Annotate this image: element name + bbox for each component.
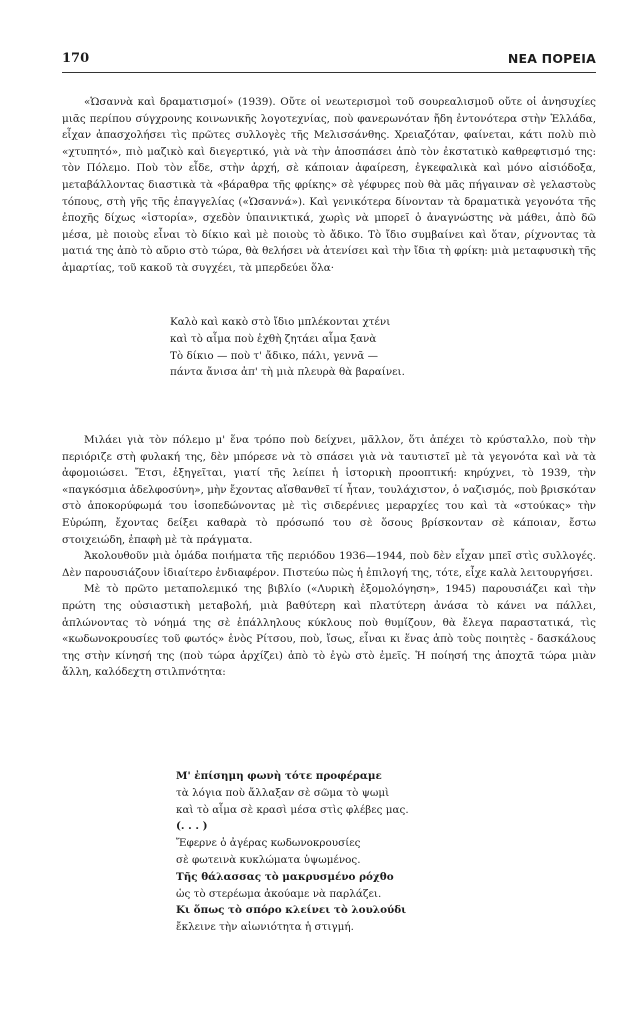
header-rule [62,72,596,73]
verse-line: Καλὸ καὶ κακὸ στὸ ἴδιο μπλέκονται χτένι [170,316,391,328]
paragraph: Μὲ τὸ πρῶτο μεταπολεμικό της βιβλίο («Λυρικὴ ἐξομολόγηση», 1945) παρουσιάζει καὶ τὴν πρώτη της οὐσιαστικὴ μεταβολή, μιὰ βαθύτερη καὶ πλατύτερη ἀνάσα τὸ κάνει να πάλλει, ἁπλώνοντας τὸ νόημά της σὲ ἐπάλληλους κύκλους ποὺ θυμίζουν, θὰ ἔλεγα παραστατικά, τὶς «κωδωνοκρουσίες τοῦ φωτός» ἑνὸς Ρίτσου, ποὺ, ἴσως, εἶναι κι ἕνας ἀπὸ τοὺς ποιητὲς - δασκάλους της στὴν κίνησή της (ποὺ τώρα ἀρχίζει) ἀπὸ τὸ ἐγὼ στὸ ἐμεῖς. Ἡ ποίησή της ἀποχτᾶ τώρα μιὰν ἄλλη, καλόδεχτη στιλπνότητα: [62,583,596,679]
verse-line: πάντα ἄνισα ἀπ' τὴ μιὰ πλευρὰ θὰ βαραίνει. [170,366,405,379]
body-section-2 [62,432,596,681]
verse-block-2 [176,768,409,936]
verse-line: Τὸ δίκιο — ποὺ τ' ἄδικο, πάλι, γεννᾶ — [170,349,379,362]
verse-line: Κι ὅπως τὸ σπόρο κλείνει τὸ λουλούδι [176,904,407,917]
verse-line: καὶ τὸ αἷμα σὲ κρασὶ μέσα στὶς φλέβες μας. [176,803,409,816]
verse-line: Τῆς θάλασσας τὸ μακρυσμένο ρόχθο [176,870,394,883]
verse-line: σὲ φωτεινὰ κυκλώματα ὑψωμένος. [176,853,361,866]
verse-line: Ἔφερνε ὁ ἀγέρας κωδωνοκρουσίες [176,837,361,850]
verse-ellipsis: (. . . ) [176,820,208,833]
verse-line: καὶ τὸ αἷμα ποὺ ἐχθὴ ζητάει αἷμα ξανὰ [170,332,377,345]
verse-block-1 [170,314,405,381]
verse-line: ὡς τὸ στερέωμα ἀκούαμε νὰ παρλάζει. [176,887,382,900]
paragraph: Ἀκολουθοῦν μιὰ ὁμάδα ποιήματα τῆς περιόδου 1936—1944, ποὺ δὲν εἶχαν μπεῖ στὶς συλλογές. Δὲν παρουσιάζουν ἰδιαίτερο ἐνδιαφέρον. Πιστεύω πὼς ἡ ἐπιλογή της, τότε, εἶχε καλὰ λειτουργήσει. [62,550,596,579]
paragraph: «Ὡσαννὰ καὶ δραματισμοί» (1939). Οὔτε οἱ νεωτερισμοὶ τοῦ σουρεαλισμοῦ οὔτε οἱ ἀνησυχίες μιᾶς περίπου σύγχρονης κοινωνικῆς λογοτεχνίας, ποὺ φανερωνόταν ἤδη ἐντονότερα στὴν Ἑλλάδα, εἶχαν ἀπασχολήσει τὶς πρῶτες συλλογὲς τῆς Μελισσάνθης. Χρειαζόταν, φαίνεται, κάτι πολὺ πιὸ «χτυπητό», πιὸ μαζικὸ καὶ διεγερτικό, γιὰ νὰ τὴν ἀποσπάσει ἀπὸ τὸν ἐκστατικὸ καθρεφτισμό της: τὸν Πόλεμο. Ποὺ τὸν εἶδε, στὴν ἀρχή, σὲ κάποιαν ἀφαίρεση, ἐγκεφαλικὰ καὶ μόνο αἰσιόδοξα, μεταβάλλοντας διαστικὰ τὰ «βάραθρα τῆς φρίκης» σὲ γέφυρες ποὺ θὰ μᾶς πήγαιναν σὲ γελαστοὺς τόπους, στὴ γῆς τῆς ἐπαγγελίας («Ὡσαννά»). Καὶ γενικότερα δίνονταν τὰ δραματικὰ γεγονότα τῆς ἐποχῆς δίχως «ἱστορία», σχεδὸν ὑπαινικτικά, χωρὶς νὰ μπορεῖ ὁ ἀναγνώστης νὰ μάθει, ἀπὸ δῶ μέσα, μὲ ποιοὺς εἶναι τὸ δίκιο καὶ μὲ ποιοὺς τὸ ἄδικο. Τὸ ἴδιο συμβαίνει καὶ ὅταν, ρίχνοντας τὰ ματιά της ἀπὸ τὸ αὔριο στὸ τώρα, θὰ θελήσει νὰ ἀτενίσει καὶ τὴν ἴδια τὴ φρίκη: μιὰ μεταφυσικὴ τῆς ἁμαρτίας, τοῦ κακοῦ τὰ συγχέει, τὰ μπερδεύει ὅλα· [62,96,596,274]
paragraph: Μιλάει γιὰ τὸν πόλεμο μ' ἕνα τρόπο ποὺ δείχνει, μᾶλλον, ὅτι ἀπέχει τὸ κρύσταλλο, ποὺ τὴν περιόριζε στὴ φυλακή της, δὲν μπόρεσε νὰ τὸ σπάσει γιὰ νὰ ταυτιστεῖ μὲ τὰ γεγονότα καὶ νὰ τὰ ἀφομοιώσει. Ἔτσι, ἐξηγεῖται, γιατί τῆς λείπει ἡ ἱστορικὴ προοπτική: κηρύχνει, τὸ 1939, τὴν «παγκόσμια ἀδελφοσύνη», μὴν ἔχοντας αἴσθανθεῖ τί ἦταν, τουλάχιστον, ὁ ναζισμός, ποὺ βρισκόταν στὸ ἀποκορύφωμά του ἰσοπεδώνοντας μὲ τὶς σιδερένιες μεραρχίες του καὶ τὰ «στούκας» τὴν Εὐρώπη, ἔχοντας δείξει καθαρὰ τὸ πρόσωπό του σὲ ὅσους βρίσκονταν σὲ κάποιαν, ἔστω στοιχειώδη, ἐπαφὴ μὲ τὰ πράγματα. [62,434,596,546]
page-number: 170 [62,51,90,66]
verse-line: Μ' ἐπίσημη φωνὴ τότε προφέραμε [176,770,382,782]
page-header [62,51,596,69]
verse-line: τὰ λόγια ποὺ ἄλλαξαν σὲ σῶμα τὸ ψωμὶ [176,786,390,799]
verse-line: ἔκλεινε τὴν αἰωνιότητα ἡ στιγμή. [176,921,354,934]
body-section-1 [62,94,596,277]
journal-title: ΝΕΑ ΠΟΡΕΙΑ [507,51,596,66]
